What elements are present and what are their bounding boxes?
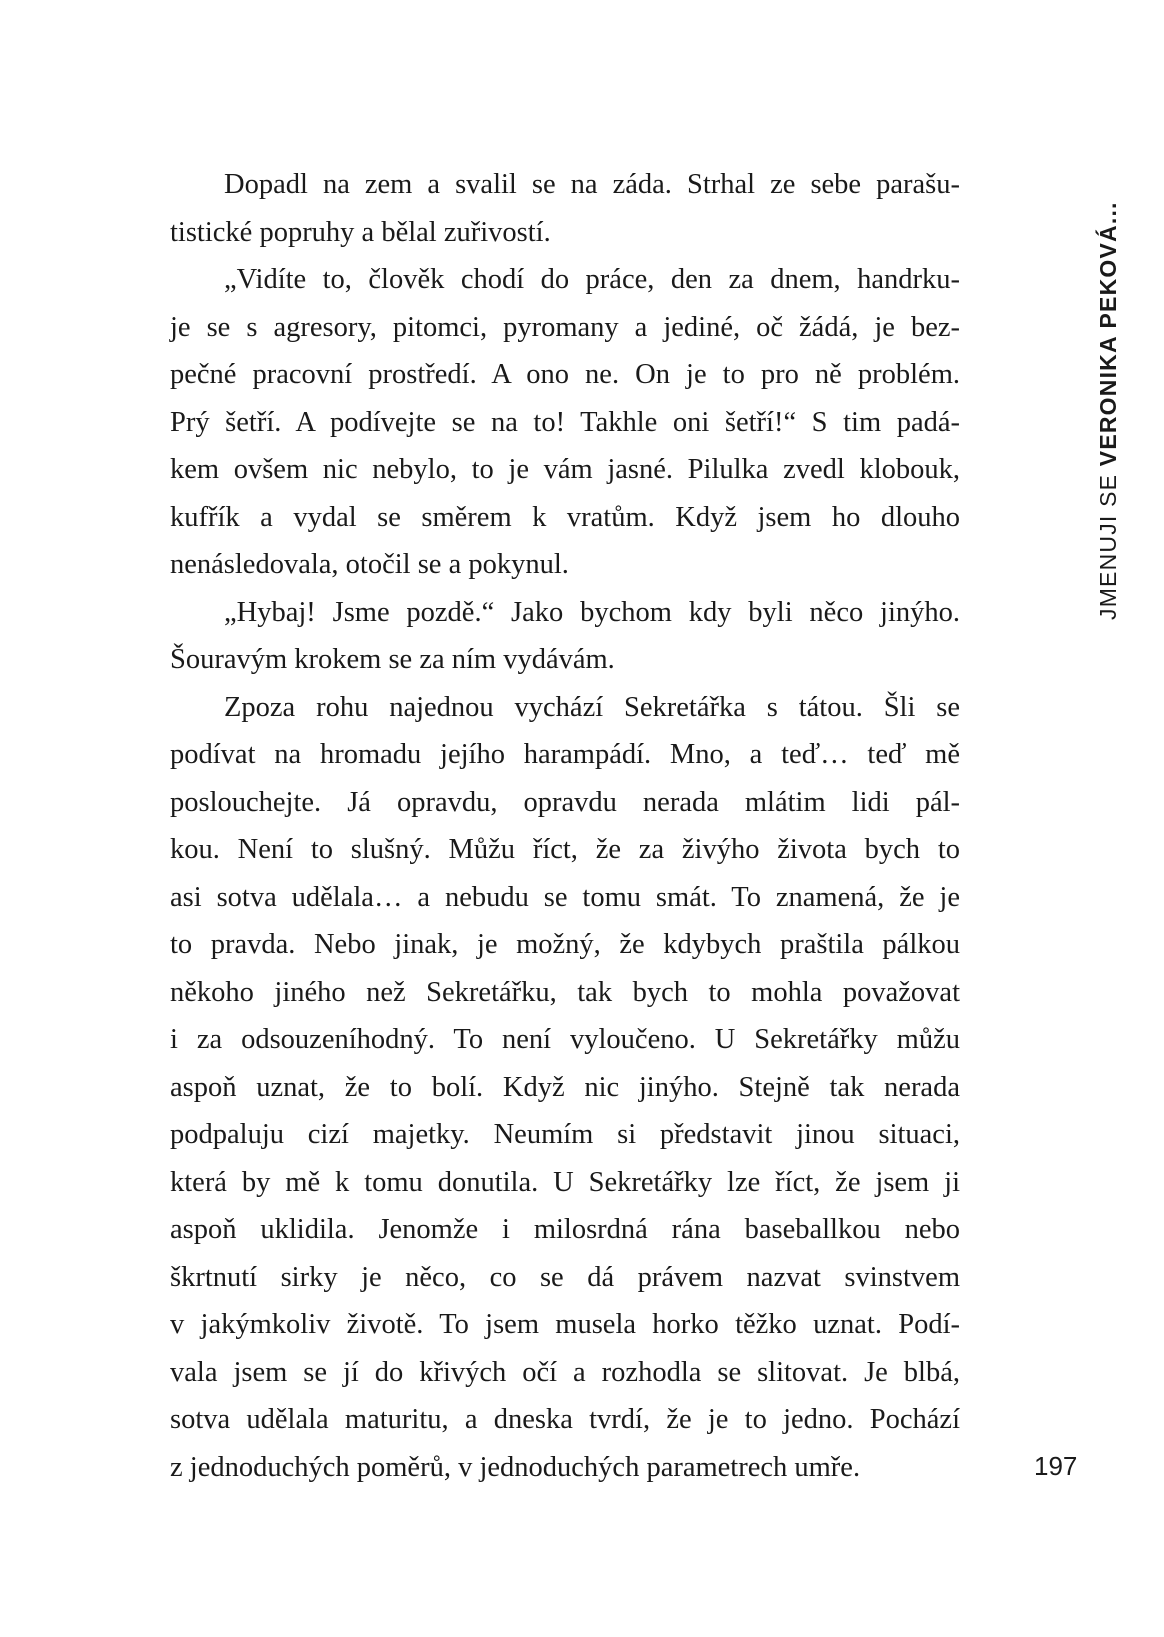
- text-line: to pravda. Nebo jinak, je možný, že kdybych praštila pálkou: [170, 929, 960, 960]
- text-line: Šouravým krokem se za ním vydávám.: [170, 644, 615, 675]
- text-line: je se s agresory, pitomci, pyromany a jediné, oč žádá, je bez-: [170, 311, 960, 343]
- text-line: vala jsem se jí do křivých očí a rozhodla se slitovat. Je blbá,: [170, 1356, 960, 1388]
- text-line: kem ovšem nic nebylo, to je vám jasné. Pilulka zvedl klobouk,: [170, 454, 960, 485]
- text-line: „Hybaj! Jsme pozdě.“ Jako bychom kdy byli něco jinýho.: [224, 596, 960, 628]
- paragraph: [170, 256, 960, 589]
- body-text: [170, 161, 960, 1491]
- text-line: Dopadl na zem a svalil se na záda. Strhal ze sebe parašu-: [224, 169, 960, 200]
- text-line: Zpoza rohu najednou vychází Sekretářka s tátou. Šli se: [224, 691, 960, 723]
- text-line: podívat na hromadu jejího harampádí. Mno, a teď… teď mě: [170, 739, 960, 770]
- paragraph: [170, 161, 960, 256]
- text-line: z jednoduchých poměrů, v jednoduchých parametrech umře.: [170, 1451, 861, 1483]
- text-line: podpaluju cizí majetky. Neumím si představit jinou situaci,: [170, 1119, 960, 1150]
- running-head-text: [1094, 201, 1122, 620]
- text-line: poslouchejte. Já opravdu, opravdu nerada mlátim lidi pál-: [170, 786, 960, 818]
- text-line: Prý šetří. A podívejte se na to! Takhle oni šetří!“ S tim padá-: [170, 406, 960, 438]
- text-line: pečné pracovní prostředí. A ono ne. On je to pro ně problém.: [170, 359, 960, 390]
- text-line: tistické popruhy a bělal zuřivostí.: [170, 216, 551, 248]
- running-head-light: JMENUJI SE: [1095, 466, 1121, 620]
- text-line: kufřík a vydal se směrem k vratům. Když jsem ho dlouho: [170, 501, 960, 533]
- text-line: v jakýmkoliv životě. To jsem musela horko těžko uznat. Podí-: [170, 1309, 960, 1340]
- text-line: nenásledovala, otočil se a pokynul.: [170, 549, 569, 580]
- paragraph: [170, 589, 960, 684]
- text-line: kou. Není to slušný. Můžu říct, že za živýho života bych to: [170, 834, 960, 865]
- running-head: [1068, 170, 1121, 620]
- text-line: škrtnutí sirky je něco, co se dá právem nazvat svinstvem: [170, 1261, 960, 1293]
- text-line: asi sotva udělala… a nebudu se tomu smát. To znamená, že je: [170, 881, 960, 913]
- text-line: aspoň uklidila. Jenomže i milosrdná rána baseballkou nebo: [170, 1214, 960, 1245]
- text-line: aspoň uznat, že to bolí. Když nic jinýho. Stejně tak nerada: [170, 1071, 960, 1103]
- text-line: která by mě k tomu donutila. U Sekretářky lze říct, že jsem ji: [170, 1166, 960, 1198]
- text-line: někoho jiného než Sekretářku, tak bych to mohla považovat: [170, 976, 960, 1008]
- text-line: „Vidíte to, člověk chodí do práce, den za dnem, handrku-: [224, 264, 960, 295]
- text-line: sotva udělala maturitu, a dneska tvrdí, že je to jedno. Pochází: [170, 1404, 960, 1435]
- text-line: i za odsouzeníhodný. To není vyloučeno. U Sekretářky můžu: [170, 1024, 960, 1055]
- paragraph: [170, 684, 960, 1492]
- running-head-bold: VERONIKA PEKOVÁ...: [1095, 201, 1121, 467]
- page-number: 197: [1034, 1451, 1078, 1481]
